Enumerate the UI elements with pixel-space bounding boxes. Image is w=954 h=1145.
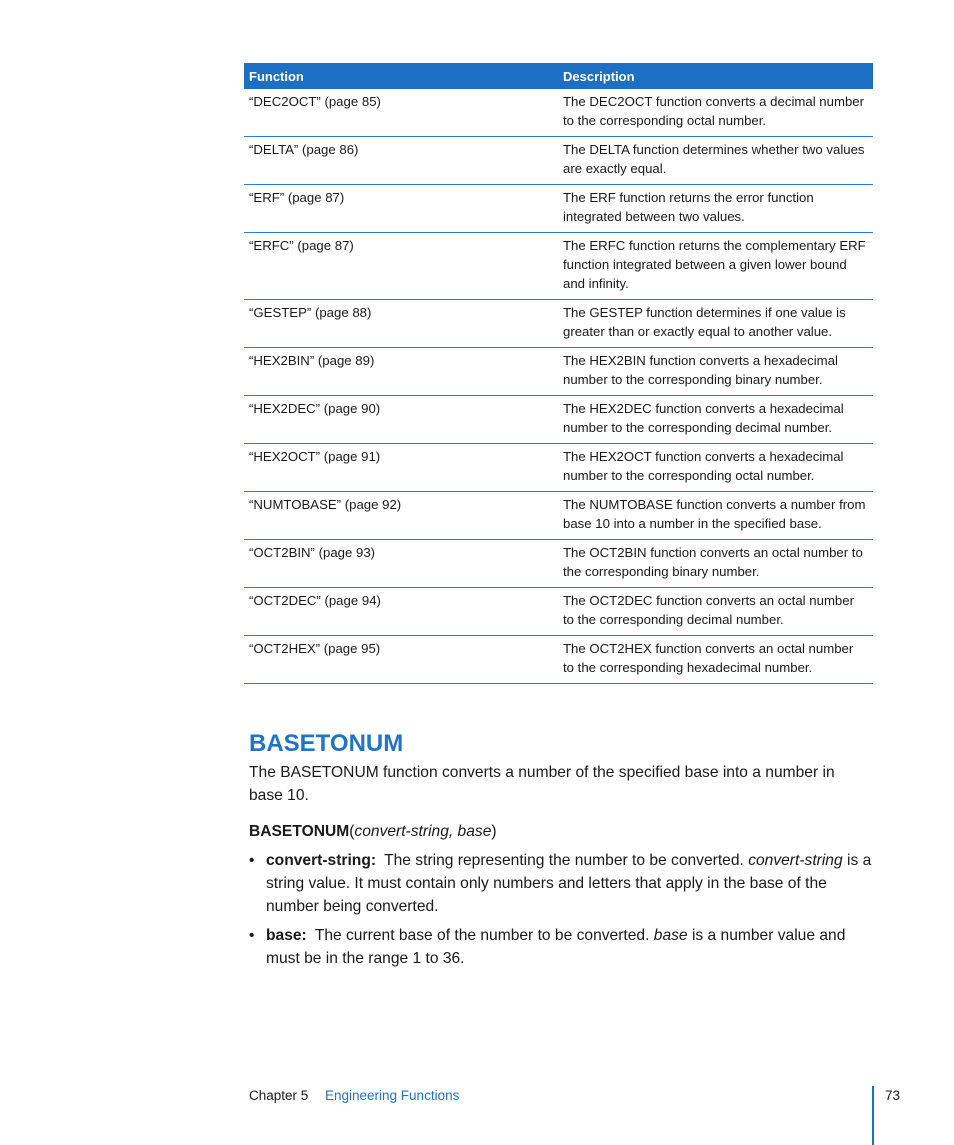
function-description: The HEX2BIN function converts a hexadecimal number to the corresponding binary number. — [563, 353, 838, 387]
table-row — [244, 348, 873, 396]
argument-item — [249, 849, 874, 918]
argument-italic: base — [653, 927, 688, 944]
syntax-arguments: convert-string, base — [354, 823, 492, 840]
function-description: The OCT2BIN function converts an octal number to the corresponding binary number. — [563, 545, 863, 579]
argument-italic: convert-string — [748, 852, 843, 869]
function-link[interactable]: “NUMTOBASE” (page 92) — [249, 497, 402, 512]
syntax-close-paren: ) — [491, 823, 497, 840]
function-link[interactable]: “OCT2DEC” (page 94) — [249, 593, 381, 608]
syntax-open-paren: ( — [349, 823, 355, 840]
function-link[interactable]: “HEX2OCT” (page 91) — [249, 449, 381, 464]
argument-text: The current base of the number to be converted. — [314, 927, 650, 944]
function-link[interactable]: “DELTA” (page 86) — [249, 142, 359, 157]
function-link[interactable]: “DEC2OCT” (page 85) — [249, 94, 381, 109]
argument-item — [249, 924, 874, 970]
bullet-icon: • — [249, 852, 255, 869]
function-link[interactable]: “GESTEP” (page 88) — [249, 305, 372, 320]
header-function: Function — [249, 68, 304, 84]
page-number: 73 — [885, 1088, 901, 1103]
syntax-function-name: BASETONUM — [249, 823, 350, 840]
argument-term: base: — [266, 927, 307, 944]
section-heading: BASETONUM — [249, 730, 404, 757]
table-row — [244, 137, 873, 185]
argument-text-continued: is a string value. It must contain only numbers and letters that apply in the base of the number being converted. — [266, 852, 872, 915]
function-link[interactable]: “ERF” (page 87) — [249, 190, 345, 205]
argument-term: convert-string: — [266, 852, 377, 869]
bullet-icon: • — [249, 927, 255, 944]
function-link[interactable]: “ERFC” (page 87) — [249, 238, 354, 253]
footer-chapter: Chapter 5 — [249, 1088, 309, 1103]
function-description: The DELTA function determines whether two values are exactly equal. — [563, 142, 865, 176]
syntax-line — [249, 820, 874, 843]
table-row — [244, 89, 873, 137]
footer-divider — [872, 1086, 874, 1145]
function-description: The ERF function returns the error function integrated between two values. — [563, 190, 814, 224]
table-header — [244, 63, 873, 89]
table-row — [244, 185, 873, 233]
table-row — [244, 636, 873, 684]
header-description: Description — [563, 68, 635, 84]
table-row — [244, 588, 873, 636]
argument-list — [249, 849, 874, 970]
argument-text-continued: is a number value and must be in the range 1 to 36. — [266, 927, 846, 967]
function-description: The GESTEP function determines if one value is greater than or exactly equal to another value. — [563, 305, 846, 339]
function-link[interactable]: “OCT2HEX” (page 95) — [249, 641, 381, 656]
footer-chapter-title[interactable]: Engineering Functions — [325, 1088, 460, 1103]
function-link[interactable]: “HEX2BIN” (page 89) — [249, 353, 375, 368]
function-link[interactable]: “OCT2BIN” (page 93) — [249, 545, 376, 560]
function-description: The OCT2DEC function converts an octal number to the corresponding decimal number. — [563, 593, 854, 627]
function-description: The DEC2OCT function converts a decimal number to the corresponding octal number. — [563, 94, 865, 128]
argument-text: The string representing the number to be converted. — [384, 852, 744, 869]
table-row — [244, 300, 873, 348]
table-row — [244, 396, 873, 444]
function-description: The OCT2HEX function converts an octal number to the corresponding hexadecimal number. — [563, 641, 854, 675]
functions-table — [244, 63, 873, 684]
basetonum-section — [249, 727, 874, 976]
function-description: The HEX2DEC function converts a hexadecimal number to the corresponding decimal number. — [563, 401, 844, 435]
table-row — [244, 540, 873, 588]
function-description: The HEX2OCT function converts a hexadecimal number to the corresponding octal number. — [563, 449, 844, 483]
function-description: The ERFC function returns the complementary ERF function integrated between a given lower bound and infinity. — [563, 238, 866, 291]
table-row — [244, 233, 873, 300]
function-description: The NUMTOBASE function converts a number from base 10 into a number in the specified base. — [563, 497, 866, 531]
function-link[interactable]: “HEX2DEC” (page 90) — [249, 401, 381, 416]
table-row — [244, 444, 873, 492]
section-intro: The BASETONUM function converts a number of the specified base into a number in base 10. — [249, 764, 835, 804]
table-row — [244, 492, 873, 540]
